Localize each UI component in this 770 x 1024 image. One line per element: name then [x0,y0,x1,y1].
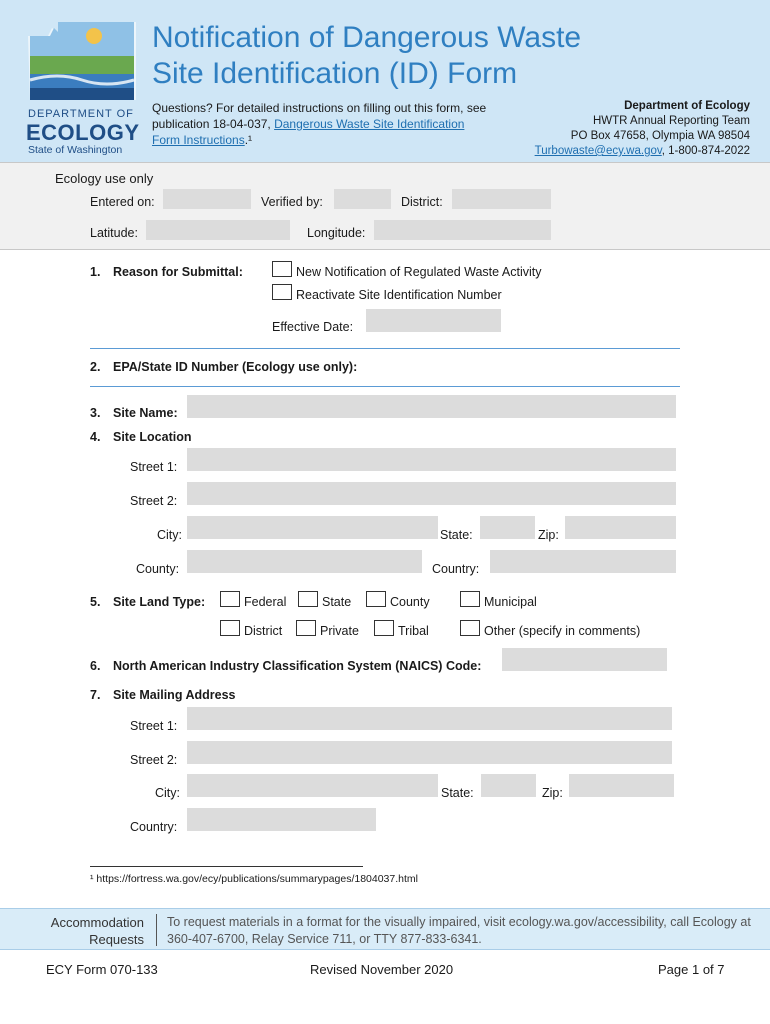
other-checkbox[interactable] [460,620,480,636]
new-notification-label: New Notification of Regulated Waste Activity [296,265,542,279]
logo-ecology-text: ECOLOGY [26,120,140,145]
mailing-state-field[interactable] [481,774,536,797]
footnote-divider [90,866,363,867]
questions-suffix: .¹ [244,133,253,147]
section-7-label: Site Mailing Address [113,688,236,702]
section-2-label: EPA/State ID Number (Ecology use only): [113,360,358,374]
form-header [0,0,770,162]
municipal-label: Municipal [484,595,537,609]
mailing-street1-label: Street 1: [130,719,178,733]
mailing-city-field[interactable] [187,774,438,797]
section-4-number: 4. [90,430,101,444]
department-phone: , 1-800-874-2022 [661,145,750,157]
latitude-label: Latitude: [90,226,138,240]
state-label: State [322,595,352,609]
accommodation-label [51,914,144,948]
section-5-label: Site Land Type: [113,595,206,609]
mailing-city-label: City: [155,786,180,800]
district-checkbox[interactable] [220,620,240,636]
form-number: ECY Form 070-133 [46,962,158,977]
reactivate-label: Reactivate Site Identification Number [296,288,502,302]
district-field[interactable] [452,189,551,209]
private-label: Private [320,624,359,638]
questions-text [152,100,492,148]
accommodation-label-line2: Requests [89,932,144,947]
site-zip-field[interactable] [565,516,676,539]
instructions-link[interactable]: Dangerous Waste Site Identification Form Instructions [152,117,465,147]
accommodation-label-line1: Accommodation [50,915,144,930]
new-notification-checkbox[interactable] [272,261,292,277]
accommodation-banner [0,908,770,950]
naics-code-field[interactable] [502,648,667,671]
email-link[interactable]: Turbowaste@ecy.wa.gov [534,145,662,157]
district-label: District: [401,195,443,209]
logo-department-text: DEPARTMENT OF [28,108,134,120]
ecology-use-heading: Ecology use only [55,171,154,186]
mailing-country-field[interactable] [187,808,376,831]
divider [90,348,680,349]
site-state-field[interactable] [480,516,535,539]
county-checkbox[interactable] [366,591,386,607]
mailing-zip-label: Zip: [542,786,563,800]
section-1-label: Reason for Submittal: [113,265,243,279]
mailing-street2-field[interactable] [187,741,672,764]
municipal-checkbox[interactable] [460,591,480,607]
ecology-logo [24,22,139,156]
entered-on-field[interactable] [163,189,251,209]
tribal-label: Tribal [398,624,429,638]
section-5-number: 5. [90,595,101,609]
verified-by-field[interactable] [334,189,391,209]
mailing-zip-field[interactable] [569,774,674,797]
title-line-2: Site Identification (ID) Form [152,57,518,90]
revised-date: Revised November 2020 [310,962,454,977]
federal-label: Federal [244,595,287,609]
department-contact-line [535,144,750,159]
logo-state-text: State of Washington [28,144,123,156]
mailing-street2-label: Street 2: [130,753,178,767]
section-3-label: Site Name: [113,406,178,420]
site-street2-label: Street 2: [130,494,178,508]
mailing-country-label: Country: [130,820,178,834]
site-zip-label: Zip: [538,528,559,542]
county-label: County [390,595,430,609]
state-checkbox[interactable] [298,591,318,607]
accommodation-text: To request materials in a format for the visually impaired, visit ecology.wa.gov/accessibility, call Ecology at 360-407-6700, Relay Service 711, or TTY 877-833-6341. [167,915,751,946]
site-city-label: City: [157,528,182,542]
department-name: Department of Ecology [624,100,750,112]
federal-checkbox[interactable] [220,591,240,607]
section-3-number: 3. [90,406,101,420]
site-county-label: County: [136,562,180,576]
effective-date-label: Effective Date: [272,320,354,334]
department-address: PO Box 47658, Olympia WA 98504 [570,130,750,142]
section-4-label: Site Location [113,430,192,444]
district-type-label: District [244,624,283,638]
section-1-number: 1. [90,265,101,279]
site-street1-label: Street 1: [130,460,178,474]
accommodation-divider [156,914,157,946]
site-state-label: State: [440,528,473,542]
site-country-field[interactable] [490,550,676,573]
page-title [152,20,622,92]
longitude-label: Longitude: [307,226,366,240]
section-6-label: North American Industry Classification System (NAICS) Code: [113,659,482,673]
section-7-number: 7. [90,688,101,702]
site-street2-field[interactable] [187,482,676,505]
ecology-use-section [0,162,770,250]
department-contact [535,99,750,159]
private-checkbox[interactable] [296,620,316,636]
site-county-field[interactable] [187,550,422,573]
effective-date-field[interactable] [366,309,501,332]
longitude-field[interactable] [374,220,551,240]
page-number: Page 1 of 7 [658,962,725,977]
tribal-checkbox[interactable] [374,620,394,636]
section-2-number: 2. [90,360,101,374]
site-country-label: Country: [432,562,480,576]
site-city-field[interactable] [187,516,438,539]
site-street1-field[interactable] [187,448,676,471]
department-team: HWTR Annual Reporting Team [592,115,750,127]
reactivate-checkbox[interactable] [272,284,292,300]
divider [90,386,680,387]
site-name-field[interactable] [187,395,676,418]
title-line-1: Notification of Dangerous Waste [152,21,582,54]
latitude-field[interactable] [146,220,290,240]
other-label: Other (specify in comments) [484,624,641,638]
washington-state-logo-icon [28,22,136,110]
mailing-state-label: State: [441,786,474,800]
verified-by-label: Verified by: [261,195,323,209]
questions-prefix: Questions? For detailed instructions on filling out this form, see publication 18-04-037, [152,101,487,131]
section-6-number: 6. [90,659,101,673]
entered-on-label: Entered on: [90,195,155,209]
footnote: ¹ https://fortress.wa.gov/ecy/publications/summarypages/1804037.html [90,873,418,885]
mailing-street1-field[interactable] [187,707,672,730]
